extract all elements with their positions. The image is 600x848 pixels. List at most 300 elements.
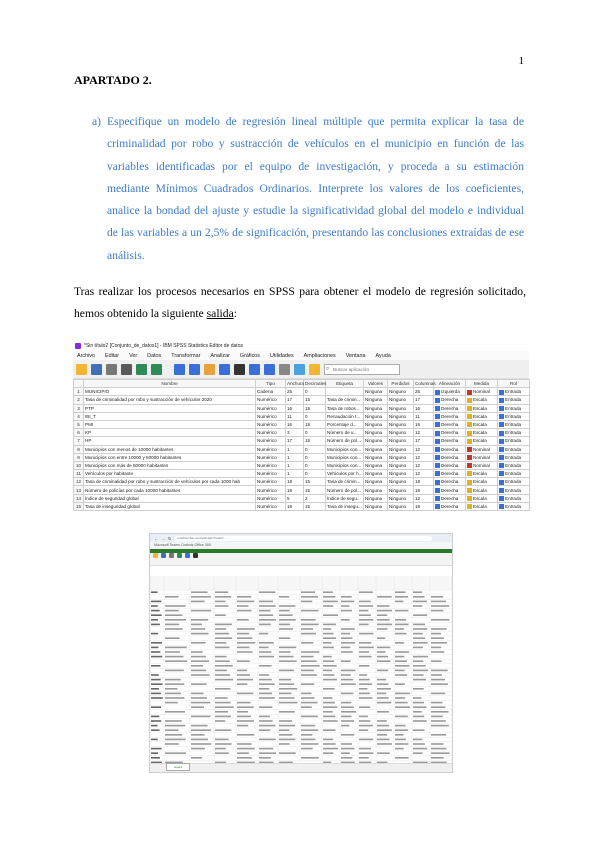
table-cell[interactable] (304, 445, 326, 453)
table-cell[interactable] (364, 453, 388, 461)
grid-cell-content (301, 656, 314, 658)
table-cell[interactable] (414, 445, 434, 453)
table-cell[interactable] (414, 453, 434, 461)
table-cell[interactable] (434, 486, 466, 494)
cell-text: 2 (305, 495, 308, 501)
table-cell[interactable] (364, 396, 388, 404)
table-cell[interactable] (256, 494, 286, 502)
grid-cell-content (279, 619, 296, 621)
menu-item[interactable]: Ventana (345, 352, 366, 359)
table-cell[interactable] (388, 470, 414, 478)
dialog-recall-icon[interactable] (121, 364, 132, 375)
row-number (74, 388, 84, 396)
table-cell[interactable] (364, 445, 388, 453)
cell-text: Escala (473, 471, 487, 477)
table-cell[interactable] (286, 461, 304, 469)
run-descriptives-icon[interactable] (219, 364, 230, 375)
table-cell[interactable] (434, 437, 466, 445)
table-cell[interactable] (84, 453, 256, 461)
grid-cell-content (215, 624, 232, 626)
undo-icon[interactable] (136, 364, 147, 375)
alignment-icon (435, 447, 440, 452)
table-cell[interactable] (84, 420, 256, 428)
table-cell[interactable] (414, 396, 434, 404)
table-cell[interactable] (286, 420, 304, 428)
menu-item[interactable]: Transformar (171, 352, 201, 359)
grid-cell-content (259, 752, 276, 754)
grid-cell-content (191, 729, 211, 731)
table-cell[interactable] (414, 412, 434, 420)
table-cell[interactable] (388, 429, 414, 437)
role-icon (499, 496, 504, 501)
table-cell[interactable] (326, 396, 364, 404)
variable-view-table (73, 379, 530, 511)
table-cell[interactable] (304, 396, 326, 404)
table-cell[interactable] (84, 437, 256, 445)
table-cell[interactable] (388, 502, 414, 510)
menu-item[interactable]: Archivo (77, 352, 95, 359)
column-header[interactable]: Perdidos (388, 380, 414, 388)
table-cell[interactable] (466, 470, 498, 478)
table-cell[interactable] (326, 420, 364, 428)
find-icon[interactable] (234, 364, 245, 375)
table-row (74, 388, 530, 396)
table-cell[interactable] (286, 412, 304, 420)
cell-text: 16 (415, 422, 421, 428)
table-cell[interactable] (84, 470, 256, 478)
cell-text: Escala (473, 495, 487, 501)
alignment-icon (435, 455, 440, 460)
table-cell[interactable] (326, 486, 364, 494)
cell-text: 12 (415, 495, 421, 501)
menu-item[interactable]: Analizar (210, 352, 230, 359)
grid-cell-content (237, 757, 252, 759)
table-cell[interactable] (414, 470, 434, 478)
grid-cell-content (215, 720, 225, 722)
table-cell[interactable] (286, 437, 304, 445)
table-cell[interactable] (326, 388, 364, 396)
cell-text: 0 (305, 471, 308, 477)
table-cell[interactable] (498, 388, 530, 396)
cell-text: Derecha (441, 462, 459, 468)
table-cell[interactable] (256, 404, 286, 412)
table-cell[interactable] (84, 388, 256, 396)
table-cell[interactable] (466, 420, 498, 428)
column-header[interactable]: Alineación (434, 380, 466, 388)
table-cell[interactable] (286, 453, 304, 461)
table-cell[interactable] (286, 404, 304, 412)
table-cell[interactable] (256, 445, 286, 453)
table-cell[interactable] (364, 494, 388, 502)
table-cell[interactable] (256, 470, 286, 478)
grid-cell-content (301, 743, 318, 745)
grid-cell-content (259, 739, 276, 741)
table-cell[interactable] (434, 412, 466, 420)
table-cell[interactable] (326, 453, 364, 461)
grid-cell-content (301, 665, 320, 667)
cell-text: 7 (77, 438, 80, 444)
column-header[interactable]: Rol (498, 380, 530, 388)
table-cell[interactable] (498, 437, 530, 445)
table-cell[interactable] (304, 478, 326, 486)
grid-cell-content (341, 660, 351, 662)
table-cell[interactable] (498, 420, 530, 428)
table-cell[interactable] (434, 388, 466, 396)
table-cell[interactable] (498, 429, 530, 437)
table-cell[interactable] (84, 486, 256, 494)
value-labels-icon[interactable] (309, 364, 320, 375)
cell-text: Ninguna (365, 413, 383, 419)
table-cell[interactable] (304, 388, 326, 396)
menu-item[interactable]: Editar (104, 352, 120, 359)
table-cell[interactable] (286, 502, 304, 510)
grid-cell-content (431, 748, 446, 750)
table-cell[interactable] (388, 412, 414, 420)
excel-find-icon[interactable] (193, 553, 198, 558)
table-cell[interactable] (434, 404, 466, 412)
alignment-icon (435, 463, 440, 468)
table-cell[interactable] (466, 396, 498, 404)
grid-cell-content (279, 720, 292, 722)
table-cell[interactable] (414, 437, 434, 445)
insert-cases-icon[interactable] (249, 364, 260, 375)
excel-chart-icon[interactable] (185, 553, 190, 558)
excel-open-icon[interactable] (153, 553, 158, 558)
grid-cell-content (259, 601, 273, 603)
table-cell[interactable] (256, 453, 286, 461)
excel-print-icon[interactable] (169, 553, 174, 558)
table-cell[interactable] (84, 404, 256, 412)
table-cell[interactable] (388, 461, 414, 469)
menu-item[interactable]: Ver (129, 352, 138, 359)
grid-cell-content (301, 642, 313, 644)
table-cell[interactable] (434, 461, 466, 469)
print-icon[interactable] (106, 364, 117, 375)
excel-save-icon[interactable] (161, 553, 166, 558)
table-cell[interactable] (434, 470, 466, 478)
table-cell[interactable] (286, 486, 304, 494)
grid-cell-content (413, 665, 426, 667)
table-cell[interactable] (364, 420, 388, 428)
grid-cell-content (359, 619, 373, 621)
grid-cell-content (413, 628, 427, 630)
table-cell[interactable] (364, 429, 388, 437)
table-cell[interactable] (434, 453, 466, 461)
table-cell[interactable] (364, 388, 388, 396)
table-cell[interactable] (364, 470, 388, 478)
table-cell[interactable] (256, 388, 286, 396)
grid-cell-content (377, 614, 387, 616)
table-cell[interactable] (414, 461, 434, 469)
table-cell[interactable] (84, 412, 256, 420)
grid-cell-content (341, 619, 350, 621)
table-cell[interactable] (326, 404, 364, 412)
table-cell[interactable] (256, 502, 286, 510)
grid-cell-content (377, 628, 388, 630)
table-cell[interactable] (286, 388, 304, 396)
table-cell[interactable] (84, 461, 256, 469)
table-cell[interactable] (466, 429, 498, 437)
address-bar[interactable]: onedrive.live.com/edit.aspx?resid=... (174, 536, 432, 541)
table-cell[interactable] (304, 412, 326, 420)
menu-item[interactable]: Ayuda (375, 352, 391, 359)
grid-cell-content (259, 591, 275, 593)
goto-case-icon[interactable] (174, 364, 185, 375)
grid-cell-content (165, 693, 181, 695)
menu-item[interactable]: Ampliaciones (303, 352, 336, 359)
table-cell[interactable] (414, 388, 434, 396)
table-cell[interactable] (304, 461, 326, 469)
measure-icon (467, 463, 472, 468)
table-cell[interactable] (286, 494, 304, 502)
redo-icon[interactable] (151, 364, 162, 375)
grid-cell-content (259, 693, 272, 695)
table-cell[interactable] (434, 494, 466, 502)
grid-cell-content (279, 596, 289, 598)
table-cell[interactable] (388, 453, 414, 461)
menu-item[interactable]: Datos (147, 352, 162, 359)
column-header[interactable]: Tipo (256, 380, 286, 388)
search-input[interactable]: ⌕ Buscar aplicación (324, 364, 400, 375)
table-cell[interactable] (84, 396, 256, 404)
forward-icon[interactable]: → (161, 535, 165, 541)
table-cell[interactable] (466, 453, 498, 461)
sheet-tab[interactable]: Hoja1 (166, 763, 190, 771)
table-cell[interactable] (364, 461, 388, 469)
grid-cell-content (323, 711, 333, 713)
table-cell[interactable] (498, 461, 530, 469)
table-cell[interactable] (434, 396, 466, 404)
table-cell[interactable] (434, 429, 466, 437)
cell-text: 2 (77, 397, 80, 403)
insert-variable-icon[interactable] (264, 364, 275, 375)
table-cell[interactable] (326, 437, 364, 445)
back-icon[interactable]: ← (154, 535, 158, 541)
cell-text: Ninguna (365, 471, 383, 477)
open-folder-icon[interactable] (76, 364, 87, 375)
table-cell[interactable] (434, 445, 466, 453)
table-cell[interactable] (498, 502, 530, 510)
table-cell[interactable] (466, 502, 498, 510)
table-cell[interactable] (326, 502, 364, 510)
table-cell[interactable] (466, 494, 498, 502)
table-cell[interactable] (434, 502, 466, 510)
table-cell[interactable] (414, 486, 434, 494)
table-cell[interactable] (388, 478, 414, 486)
excel-undo-icon[interactable] (177, 553, 182, 558)
table-cell[interactable] (498, 396, 530, 404)
reload-icon[interactable]: ↻ (168, 535, 172, 541)
table-cell[interactable] (256, 437, 286, 445)
grid-cell-content (237, 633, 249, 635)
table-cell[interactable] (498, 470, 530, 478)
column-header[interactable] (74, 380, 84, 388)
spss-window-title: *Sin título2 [Conjunto_de_datos1] - IBM SPSS Statistics Editor de datos (84, 343, 243, 349)
table-cell[interactable] (466, 461, 498, 469)
table-cell[interactable] (388, 420, 414, 428)
table-cell[interactable] (364, 478, 388, 486)
table-cell[interactable] (326, 470, 364, 478)
table-cell[interactable] (388, 486, 414, 494)
column-header[interactable]: Anchura (287, 381, 305, 387)
table-cell[interactable] (304, 470, 326, 478)
table-cell[interactable] (414, 429, 434, 437)
grid-cell-content (323, 642, 331, 644)
column-header[interactable]: Valores (364, 380, 388, 388)
table-cell[interactable] (388, 445, 414, 453)
table-cell[interactable] (364, 437, 388, 445)
table-cell[interactable] (498, 494, 530, 502)
table-cell[interactable] (498, 486, 530, 494)
table-cell[interactable] (84, 429, 256, 437)
select-cases-icon[interactable] (294, 364, 305, 375)
table-cell[interactable] (466, 478, 498, 486)
table-cell[interactable] (388, 437, 414, 445)
table-cell[interactable] (286, 445, 304, 453)
menu-item[interactable]: Gráficos (239, 352, 260, 359)
table-cell[interactable] (286, 396, 304, 404)
table-cell[interactable] (498, 412, 530, 420)
column-header[interactable]: Decimales (305, 381, 327, 387)
table-cell[interactable] (286, 478, 304, 486)
table-cell[interactable] (304, 437, 326, 445)
grid-cell-content (165, 720, 182, 722)
grid-cell-content (395, 743, 408, 745)
cell-text: 12 (415, 471, 421, 477)
grid-cell-content (359, 674, 367, 676)
table-cell[interactable] (466, 437, 498, 445)
cell-text: Cadena (257, 389, 274, 395)
table-cell[interactable] (466, 412, 498, 420)
cell-text: 0 (305, 454, 308, 460)
table-cell[interactable] (414, 404, 434, 412)
table-cell[interactable] (498, 478, 530, 486)
table-cell[interactable] (304, 502, 326, 510)
table-cell[interactable] (256, 461, 286, 469)
table-row (74, 470, 530, 478)
table-cell[interactable] (498, 453, 530, 461)
table-cell[interactable] (388, 388, 414, 396)
table-cell[interactable] (364, 486, 388, 494)
grid-cell-content (279, 739, 295, 741)
table-cell[interactable] (256, 478, 286, 486)
grid-cell-content (341, 647, 350, 649)
table-cell[interactable] (304, 494, 326, 502)
table-cell[interactable] (466, 445, 498, 453)
table-cell[interactable] (498, 404, 530, 412)
cell-text: Derecha (441, 405, 459, 411)
goto-variable-icon[interactable] (189, 364, 200, 375)
grid-cell-content (431, 711, 449, 713)
measure-icon (467, 455, 472, 460)
grid-cell-content (431, 734, 446, 736)
split-file-icon[interactable] (279, 364, 290, 375)
table-cell[interactable] (414, 494, 434, 502)
table-cell[interactable] (304, 429, 326, 437)
table-cell[interactable] (414, 502, 434, 510)
cell-text: 13 (75, 487, 82, 493)
grid-cell-content (359, 624, 369, 626)
table-cell[interactable] (364, 412, 388, 420)
table-cell[interactable] (414, 420, 434, 428)
menu-item[interactable]: Utilidades (269, 352, 294, 359)
table-cell[interactable] (326, 461, 364, 469)
table-cell[interactable] (326, 429, 364, 437)
grid-cell-content (431, 647, 441, 649)
table-cell[interactable] (498, 445, 530, 453)
table-cell[interactable] (256, 420, 286, 428)
table-cell[interactable] (304, 404, 326, 412)
table-cell[interactable] (286, 470, 304, 478)
table-row (74, 502, 530, 510)
table-cell[interactable] (304, 420, 326, 428)
cell-text: Vehículos por habitante (85, 471, 134, 477)
save-icon[interactable] (91, 364, 102, 375)
grid-cell-content (191, 683, 207, 685)
column-header[interactable]: Medida (466, 380, 498, 388)
table-cell[interactable] (388, 494, 414, 502)
grid-cell-content (377, 697, 389, 699)
table-cell[interactable] (304, 486, 326, 494)
intro-paragraph (74, 281, 526, 325)
table-cell[interactable] (388, 396, 414, 404)
grid-cell-content (215, 660, 230, 662)
table-cell[interactable] (84, 478, 256, 486)
grid-cell-content (413, 748, 427, 750)
table-cell[interactable] (286, 429, 304, 437)
table-row (74, 396, 530, 404)
table-cell[interactable] (364, 502, 388, 510)
column-header[interactable]: Nombre (84, 380, 256, 388)
column-header[interactable]: Columnas (415, 381, 436, 387)
grid-cell-content (377, 743, 392, 745)
table-cell[interactable] (256, 486, 286, 494)
grid-cell-content (341, 757, 352, 759)
column-header[interactable]: Etiqueta (326, 380, 364, 388)
table-cell[interactable] (256, 396, 286, 404)
cell-text: 8 (77, 446, 80, 452)
variables-icon[interactable] (204, 364, 215, 375)
table-cell[interactable] (326, 412, 364, 420)
grid-cell-content (341, 752, 350, 754)
table-cell[interactable] (256, 429, 286, 437)
table-cell[interactable] (434, 420, 466, 428)
table-cell[interactable] (326, 494, 364, 502)
table-cell[interactable] (84, 502, 256, 510)
table-cell[interactable] (84, 494, 256, 502)
grid-cell-content (191, 651, 203, 653)
table-cell[interactable] (466, 404, 498, 412)
grid-cell-content (279, 729, 289, 731)
cell-text: 16 (287, 422, 293, 428)
table-cell[interactable] (434, 478, 466, 486)
grid-cell-content (165, 743, 179, 745)
table-cell[interactable] (364, 404, 388, 412)
table-cell[interactable] (388, 404, 414, 412)
grid-cell-content (165, 697, 185, 699)
table-cell[interactable] (304, 453, 326, 461)
cell-text: Ninguno (389, 389, 407, 395)
grid-cell-content (259, 642, 274, 644)
table-cell[interactable] (84, 445, 256, 453)
cell-text: Ninguno (389, 397, 407, 403)
table-cell[interactable] (466, 486, 498, 494)
table-cell[interactable] (466, 388, 498, 396)
table-cell[interactable] (326, 445, 364, 453)
table-cell[interactable] (326, 478, 364, 486)
table-cell[interactable] (414, 478, 434, 486)
table-cell[interactable] (256, 412, 286, 420)
